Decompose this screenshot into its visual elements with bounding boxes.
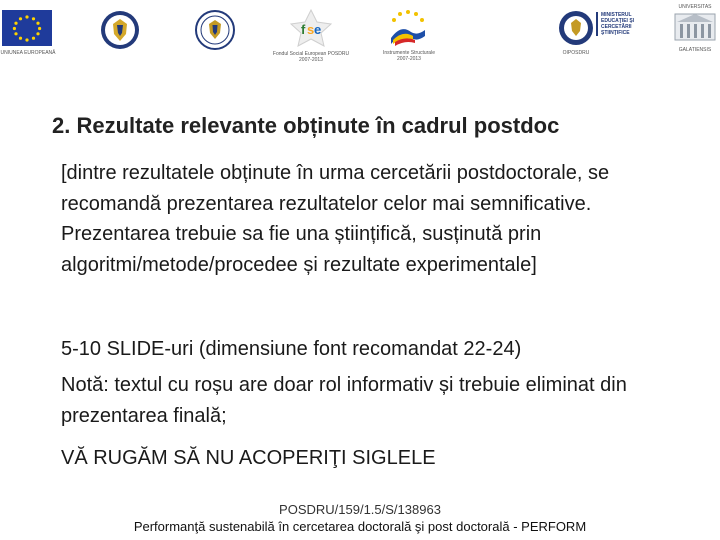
instrumente-caption: Instrumente Structurale 2007-2013	[383, 50, 435, 62]
university-caption-line: GALATIENSIS	[678, 47, 712, 53]
eu-flag-caption: UNIUNEA EUROPEANĂ	[0, 50, 56, 56]
footer-project-name: Performanţă sustenabilă în cercetarea doctorală şi post doctorală - PERFORM	[133, 519, 587, 534]
ministry-education-logo	[596, 12, 668, 36]
ministry-caption-line: MINISTERUL	[601, 12, 632, 18]
footer-project-code: POSDRU/159/1.5/S/138963	[279, 502, 441, 517]
university-caption-line: UNIVERSITAS	[678, 4, 712, 10]
university-logo	[673, 4, 717, 53]
instrumente-structurale-logo	[385, 8, 431, 53]
slide-title: 2. Rezultate relevante obținute în cadrul postdoc	[52, 113, 560, 138]
ministry-caption-line: ŞTIINŢIFICE	[601, 30, 630, 36]
fse-caption: Fondul Social European POSDRU 2007-2013	[272, 51, 350, 63]
government-seal-logo	[100, 10, 140, 55]
red-text-note: Notă: textul cu roșu are doar rol informativ și trebuie eliminat din prezentarea finală;	[61, 374, 627, 427]
oirposdru-logo	[558, 10, 594, 51]
svg-text:s: s	[307, 22, 315, 37]
svg-text:f: f	[301, 22, 306, 37]
oirposdru-caption: OIPOSDRU	[562, 50, 590, 56]
fse-logo	[287, 8, 335, 53]
logo-strip	[0, 0, 720, 70]
eu-flag-logo	[2, 10, 52, 54]
ministry-caption-line: EDUCAŢIEI ŞI	[601, 18, 635, 24]
instruction-paragraph: [dintre rezultatele obținute în urma cercetării postdoctorale, se recomandă prezentarea rezultatelor celor mai semnificative. Prezentarea trebuie sa fie una științifică, susținută prin algoritmi/metode/procedee și rezultate experimentale]	[61, 162, 610, 276]
ministry-seal-logo	[195, 10, 235, 55]
svg-text:e: e	[314, 22, 322, 37]
ministry-caption-line: CERCETĂRII	[601, 24, 632, 30]
slide-count-note: 5-10 SLIDE-uri (dimensiune font recomandat 22-24)	[61, 338, 522, 360]
logo-warning: VĂ RUGĂM SĂ NU ACOPERIŢI SIGLELE	[61, 447, 436, 469]
